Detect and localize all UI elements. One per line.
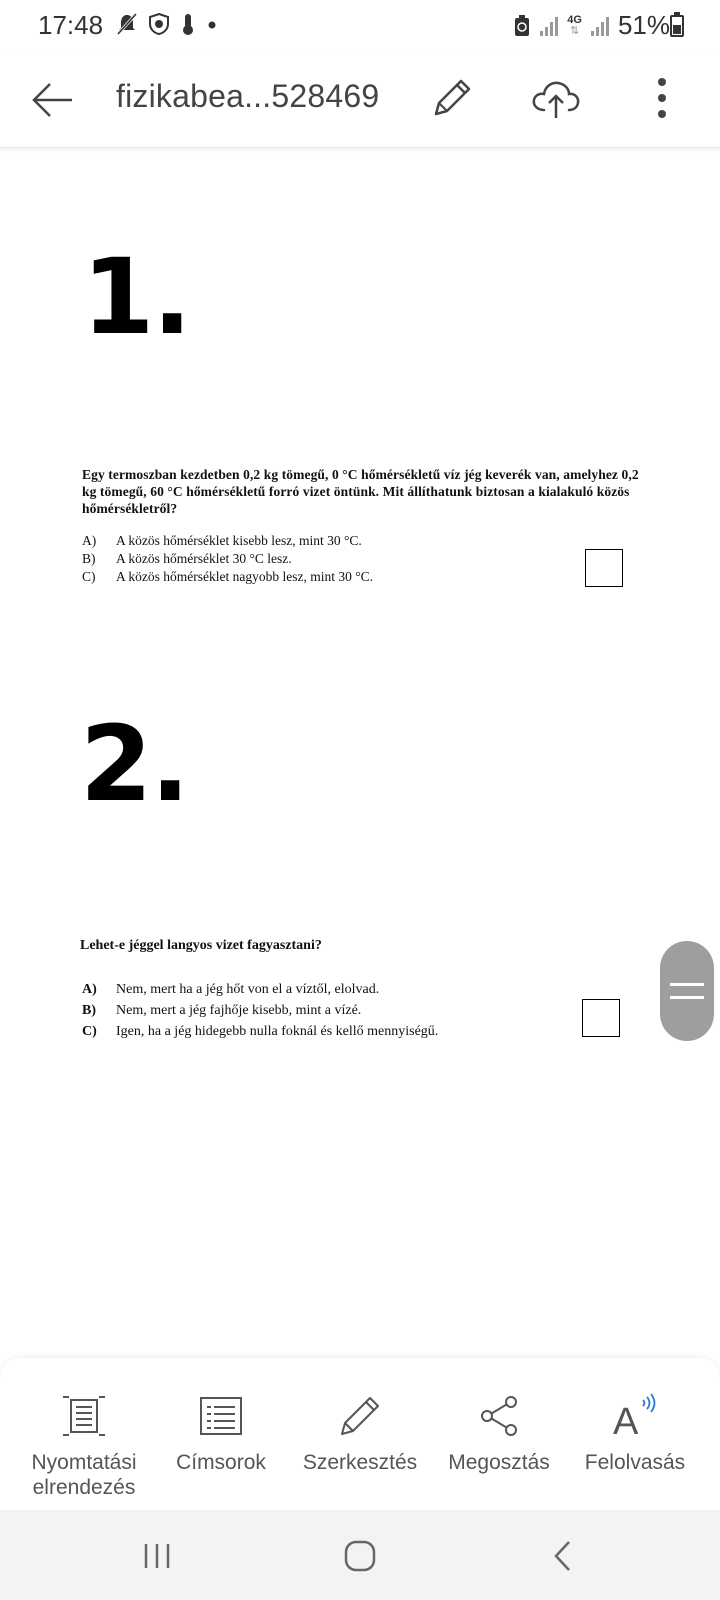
mute-bell-icon bbox=[116, 12, 138, 36]
option-letter: C) bbox=[82, 569, 96, 584]
question-2-option-c bbox=[82, 1021, 438, 1042]
print-layout-label-line2: elrendezés bbox=[32, 1476, 136, 1499]
fast-scroll-handle[interactable] bbox=[660, 941, 714, 1041]
option-letter: A) bbox=[82, 982, 97, 997]
question-2-answer-box bbox=[582, 999, 620, 1037]
more-options-icon[interactable] bbox=[644, 74, 680, 122]
system-back-icon[interactable] bbox=[543, 1536, 583, 1576]
edit-label: Szerkesztés bbox=[302, 1451, 418, 1474]
option-text: Nem, mert ha a jég hőt von el a víztől, elolvad. bbox=[116, 982, 380, 997]
question-1-option-a bbox=[82, 532, 373, 550]
status-time: 17:48 bbox=[38, 10, 104, 40]
question-2-option-b bbox=[82, 1000, 438, 1021]
option-letter: A) bbox=[82, 533, 97, 548]
read-aloud-button[interactable] bbox=[560, 1358, 710, 1475]
read-aloud-label: Felolvasás bbox=[584, 1451, 686, 1474]
option-letter: B) bbox=[82, 551, 96, 566]
svg-text:A: A bbox=[613, 1401, 639, 1440]
print-layout-icon bbox=[60, 1392, 108, 1440]
system-navigation-bar bbox=[0, 1510, 720, 1600]
option-letter: B) bbox=[82, 1003, 96, 1018]
bottom-toolbar bbox=[0, 1358, 720, 1510]
share-label: Megosztás bbox=[448, 1451, 550, 1474]
question-2-options bbox=[82, 979, 438, 1042]
print-layout-button[interactable] bbox=[9, 1358, 159, 1500]
headings-list-icon bbox=[197, 1392, 245, 1440]
status-bar bbox=[0, 0, 720, 52]
pencil-icon bbox=[336, 1392, 384, 1440]
notification-dot-icon bbox=[206, 12, 218, 36]
share-icon bbox=[475, 1392, 523, 1440]
question-2-number: 2. bbox=[80, 703, 188, 825]
shield-app-icon bbox=[148, 12, 170, 36]
status-right bbox=[513, 10, 670, 41]
battery-level bbox=[673, 25, 681, 34]
question-2-option-a bbox=[82, 979, 438, 1000]
question-1-number: 1. bbox=[82, 236, 190, 358]
print-layout-label-line1: Nyomtatási bbox=[31, 1451, 137, 1474]
edit-button[interactable] bbox=[285, 1358, 435, 1475]
recycle-battery-saver-icon bbox=[513, 14, 531, 38]
battery-icon bbox=[670, 15, 684, 37]
recent-apps-icon[interactable] bbox=[138, 1536, 178, 1576]
question-1-option-c bbox=[82, 568, 373, 586]
cloud-upload-icon[interactable] bbox=[530, 74, 582, 122]
question-2-stem: Lehet-e jéggel langyos vizet fagyasztani? bbox=[80, 938, 322, 953]
data-arrows-icon: ⇅ bbox=[570, 24, 580, 37]
headings-label: Címsorok bbox=[176, 1451, 266, 1474]
edit-pencil-icon[interactable] bbox=[428, 74, 476, 122]
read-aloud-icon bbox=[611, 1392, 659, 1440]
share-button[interactable] bbox=[424, 1358, 574, 1475]
temperature-icon bbox=[180, 12, 196, 36]
option-text: A közös hőmérséklet kisebb lesz, mint 30 °C. bbox=[116, 533, 362, 548]
home-icon[interactable] bbox=[340, 1536, 380, 1576]
option-text: A közös hőmérséklet nagyobb lesz, mint 30 °C. bbox=[116, 569, 373, 584]
headings-button[interactable] bbox=[146, 1358, 296, 1475]
question-1-stem: Egy termoszban kezdetben 0,2 kg tömegű, 0 °C hőmérsékletű víz jég keverék van, amelyhez 0,2 kg tömegű, 60 °C hőmérsékletű forró vizet öntünk. Mit állíthatunk biztosan a kialakuló közös hőmérsékletről? bbox=[82, 467, 639, 516]
back-arrow-icon[interactable] bbox=[28, 76, 76, 124]
question-1-answer-box bbox=[585, 549, 623, 587]
option-text: Igen, ha a jég hidegebb nulla foknál és kellő mennyiségű. bbox=[116, 1024, 439, 1039]
status-notification-icons bbox=[116, 12, 218, 36]
drag-handle-icon bbox=[670, 983, 704, 999]
option-letter: C) bbox=[82, 1024, 97, 1039]
battery-percent: 51% bbox=[617, 10, 670, 40]
option-text: Nem, mert a jég fajhője kisebb, mint a vízé. bbox=[116, 1003, 362, 1018]
document-title: fizikabea...528469 bbox=[116, 78, 380, 114]
question-1-option-b bbox=[82, 550, 373, 568]
question-1-options bbox=[82, 532, 373, 586]
option-text: A közös hőmérséklet 30 °C lesz. bbox=[116, 551, 292, 566]
signal-icon-secondary bbox=[590, 15, 610, 37]
network-type: 4G ⇅ bbox=[567, 13, 582, 37]
app-bar bbox=[0, 52, 720, 148]
signal-icon bbox=[539, 15, 559, 37]
